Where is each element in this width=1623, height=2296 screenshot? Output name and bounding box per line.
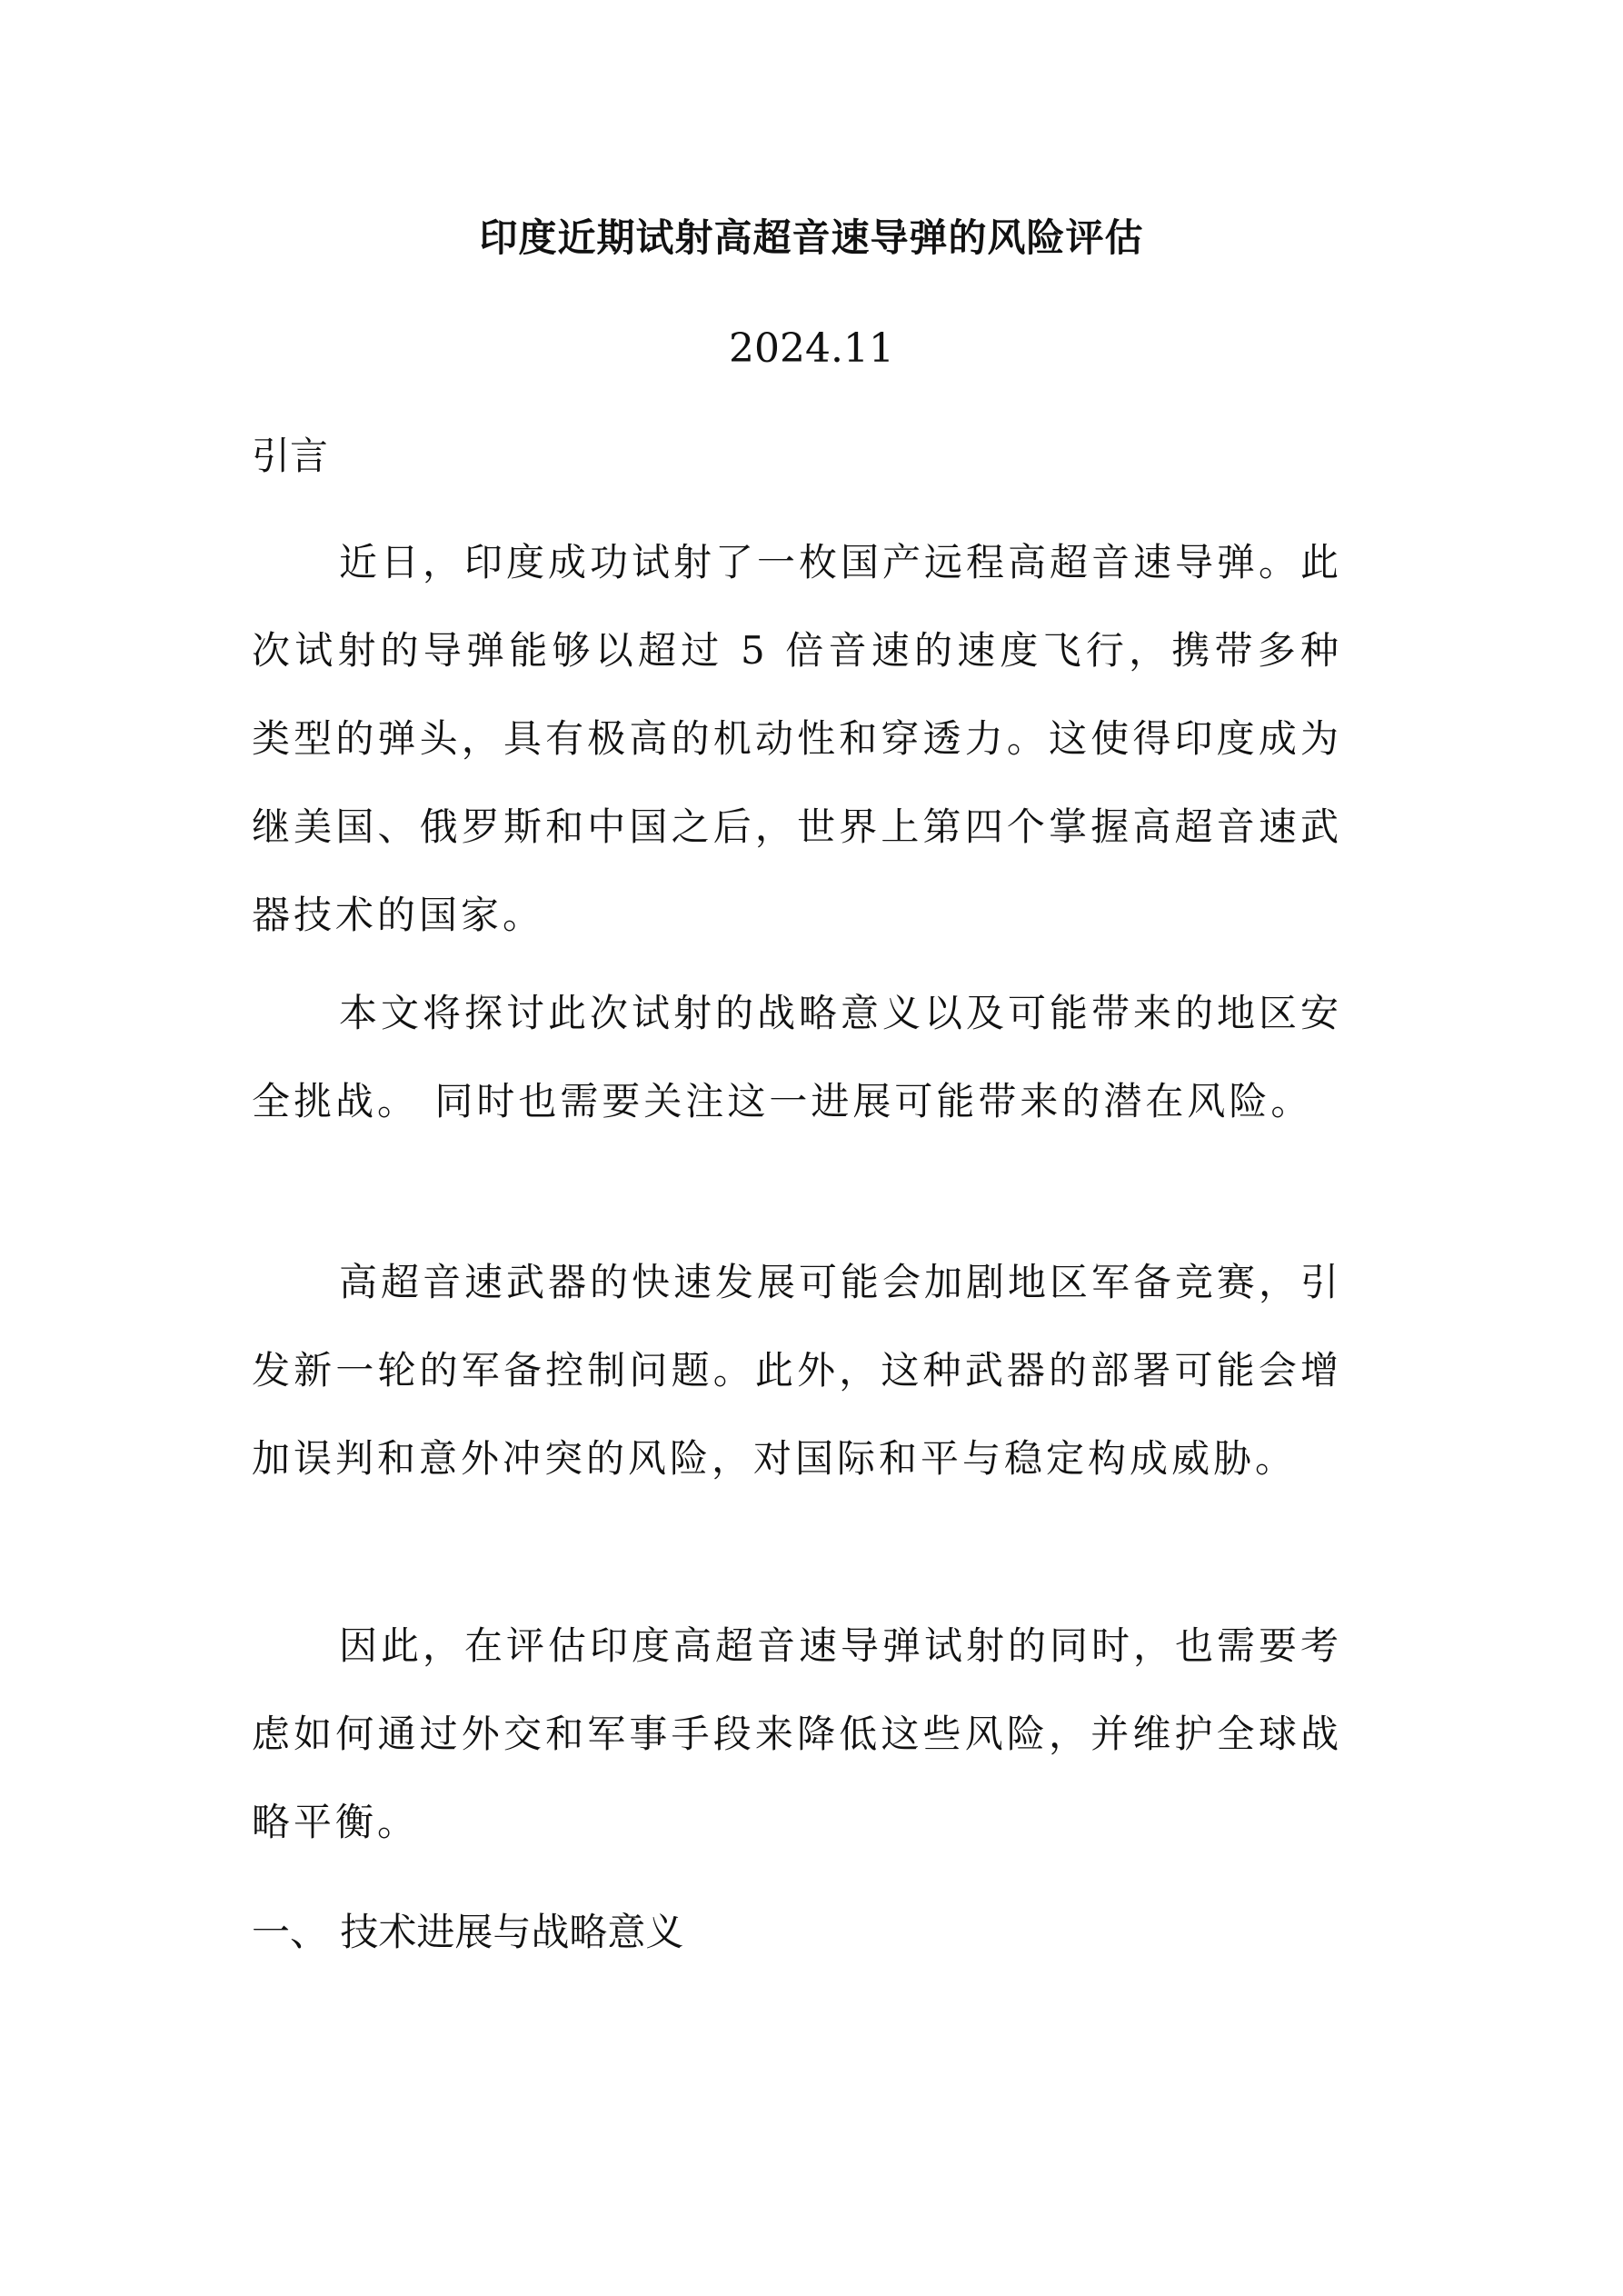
paragraph-1: 近日，印度成功试射了一枚国产远程高超音速导弹。此次试射的导弹能够以超过 5 倍音速的速度飞行，携带多种类型的弹头，具有极高的机动性和穿透力。这使得印度成为继美国、俄罗斯和中国之后，世界上第四个掌握高超音速武器技术的国家。 [252,540,1343,937]
document-title: 印度近期试射高超音速导弹的风险评估 [479,215,1144,260]
paragraph-2: 本文将探讨此次试射的战略意义以及可能带来的地区安全挑战。 同时也需要关注这一进展可能带来的潜在风险。 [252,991,1343,1123]
paragraph-3: 高超音速武器的快速发展可能会加剧地区军备竞赛，引发新一轮的军备控制问题。此外，这种武器的部署可能会增加误判和意外冲突的风险，对国际和平与稳定构成威胁。 [252,1260,1343,1481]
section-heading-one: 一、 技术进展与战略意义 [252,1910,684,1954]
paragraph-4: 因此，在评估印度高超音速导弹试射的同时，也需要考虑如何通过外交和军事手段来降低这些风险，并维护全球战略平衡。 [252,1623,1343,1844]
section-heading-intro: 引言 [252,434,329,478]
document-date: 2024.11 [729,325,894,372]
